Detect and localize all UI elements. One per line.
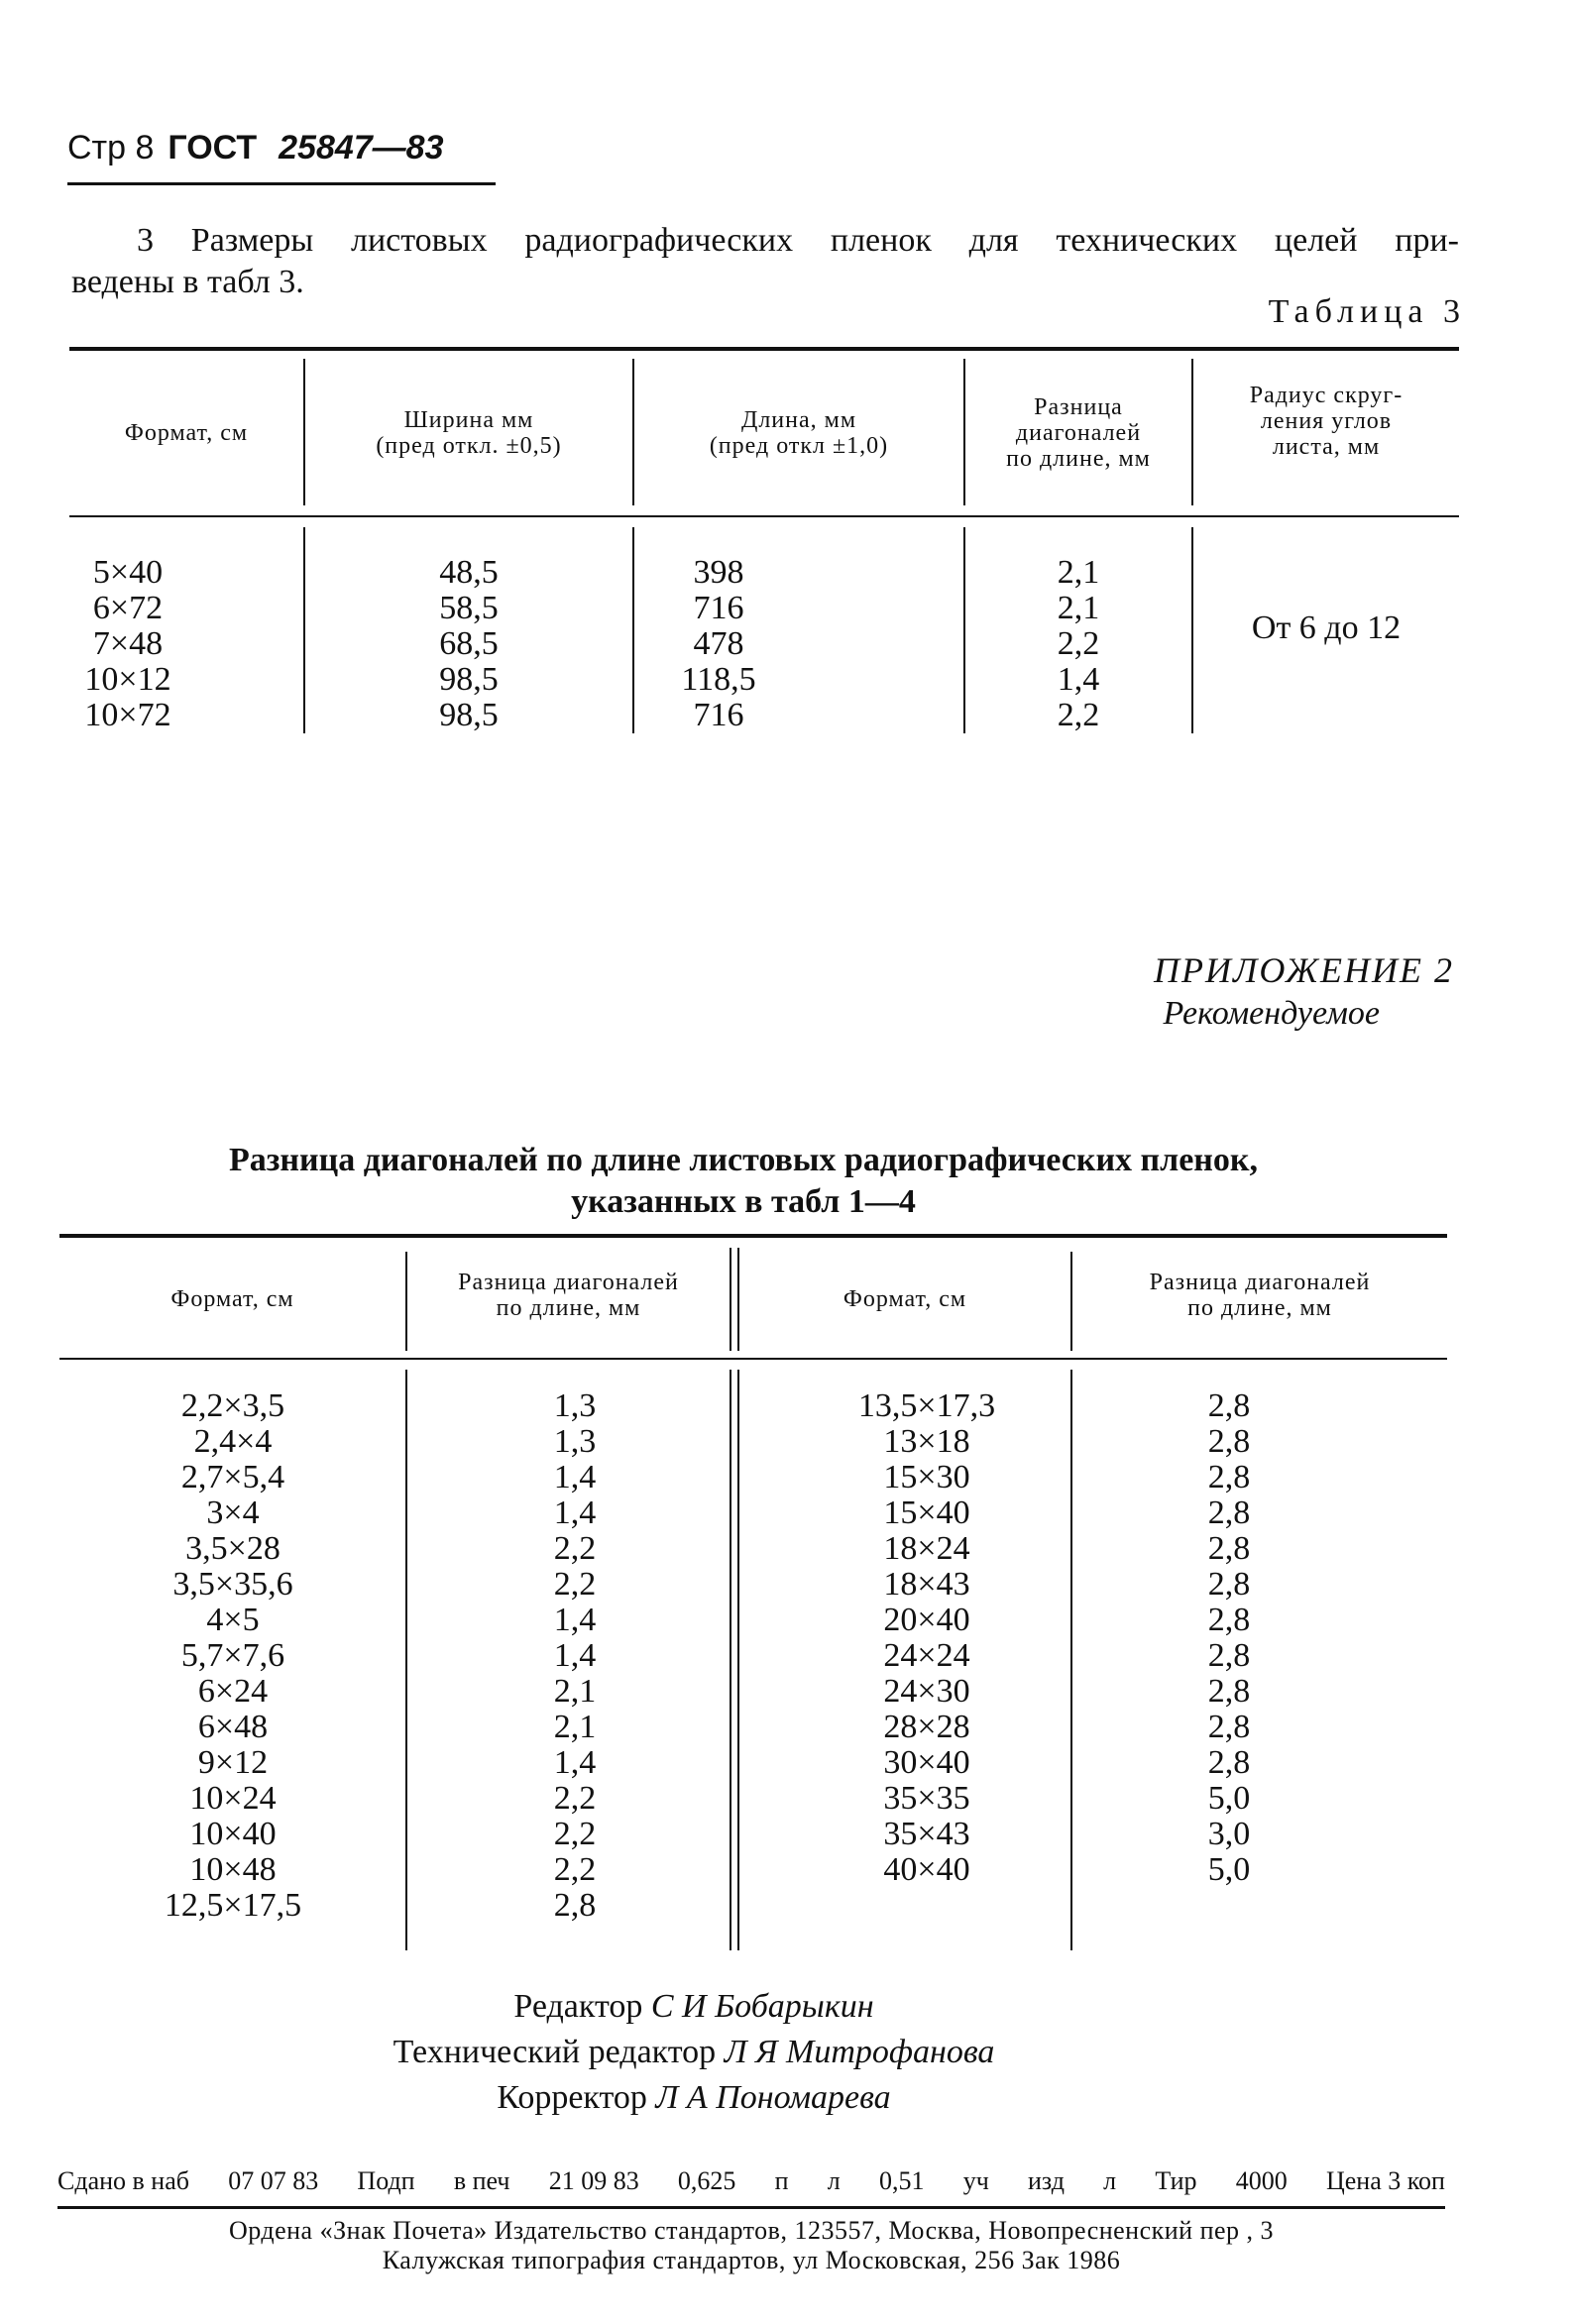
table-cell: 2,1 [1057,590,1100,626]
intro-line-2: ведены в табл 3. [71,264,304,300]
table-cell: 1,4 [553,1494,597,1531]
table-cell: 5,7×7,6 [180,1637,285,1674]
table-cell: 6×48 [197,1709,269,1745]
credit-line [198,2030,1189,2075]
table-cell: 9×12 [197,1744,269,1781]
table-cell: 1,3 [553,1387,597,1424]
table-cell: 398 [693,554,744,591]
table-cell: 58,5 [439,590,499,626]
print-info-item: Подп [357,2166,415,2195]
appendix-header-format-left: Формат, см [170,1286,294,1312]
appendix-table-divider [1070,1370,1072,1950]
print-info-item: 07 07 83 [228,2166,319,2195]
table-3-header-rule [69,515,1459,517]
table-cell: 2,2 [553,1816,597,1852]
print-info-item: 4000 [1235,2166,1288,2195]
table-3-header-radius-line: Радиус скруг- [1249,383,1404,408]
credit-name: Л Я Митрофанова [724,2034,995,2070]
table-cell: 1,4 [553,1459,597,1495]
print-info-item: Тир [1155,2166,1197,2195]
table-cell: 28×28 [883,1709,970,1745]
table-3-header-width-line: (пред откл. ±0,5) [376,433,562,459]
print-info-item: в печ [453,2166,510,2195]
table-cell: 15×30 [883,1459,970,1495]
table-cell: 2,2 [553,1851,597,1888]
credit-role: Редактор [513,1988,643,2025]
table-cell: 2,8 [1207,1423,1251,1460]
print-info-item: л [827,2166,841,2195]
table-cell: 1,3 [553,1423,597,1460]
appendix-col-format-right [813,1388,1041,1888]
appendix-col-format-left [119,1388,347,1924]
table-cell: 1,4 [553,1602,597,1638]
table-3-header-length-line: (пред откл ±1,0) [709,433,889,459]
table-cell: 12,5×17,5 [164,1887,302,1924]
credit-role: Корректор [497,2079,647,2116]
appendix-header-diff-left-line: по длине, мм [496,1295,641,1321]
table-cell: 98,5 [439,697,499,733]
table-3-header-diff-line: по длине, мм [1006,446,1151,472]
table-cell: 2,2 [553,1530,597,1567]
publisher-line-1: Ордена «Знак Почета» Издательство стандартов, 123557, Москва, Новопресненский пер , 3 [228,2216,1275,2245]
intro-line-1: 3 Размеры листовых радиографических пленок для технических целей при- [137,222,1459,259]
table-3-header-width-line: Ширина мм [403,407,534,433]
header-rule [67,182,496,185]
table-3 [69,347,1459,733]
credits [198,1984,1189,2121]
table-cell: 24×30 [883,1673,970,1710]
standard-number: 25847—83 [279,129,444,166]
table-cell: 10×72 [84,697,171,733]
print-info-item: изд [1028,2166,1065,2195]
appendix-header-diff-left-line: Разница диагоналей [458,1270,679,1295]
table-cell: 2,8 [1207,1673,1251,1710]
print-info-item: 0,625 [677,2166,736,2195]
table-cell: 13,5×17,3 [857,1387,996,1424]
table-cell: 24×24 [883,1637,970,1674]
appendix-header-format-right: Формат, см [843,1286,967,1312]
appendix-col-diff-right [1150,1388,1308,1888]
table-3-col-length [634,555,803,733]
table-cell: 98,5 [439,661,499,698]
credit-role: Технический редактор [393,2034,717,2070]
print-info-item: 21 09 83 [548,2166,639,2195]
table-cell: 2,8 [1207,1387,1251,1424]
table-3-header-diff-line: диагоналей [1015,420,1142,446]
table-cell: 3,5×28 [185,1530,281,1567]
print-info-item: л [1103,2166,1117,2195]
print-info-item: 0,51 [878,2166,925,2195]
table-3-header-length [634,355,963,511]
table-3-radius-value: От 6 до 12 [1251,609,1402,646]
table-cell: 2,8 [1207,1602,1251,1638]
table-cell: 2,8 [1207,1494,1251,1531]
table-cell: 2,2 [553,1566,597,1603]
table-cell: 2,8 [1207,1637,1251,1674]
table-3-header-diff-line: Разница [1034,394,1123,420]
appendix-table-title-line: указанных в табл 1—4 [571,1183,916,1220]
table-3-header-diff [965,355,1191,511]
table-cell: 68,5 [439,625,499,662]
publisher-line-2: Калужская типография стандартов, ул Московская, 256 Зак 1986 [382,2246,1121,2274]
table-cell: 3,0 [1207,1816,1251,1852]
table-3-header-radius [1193,347,1459,496]
appendix-title: ПРИЛОЖЕНИЕ 2 [1154,950,1454,990]
table-cell: 2,8 [1207,1530,1251,1567]
table-cell: 3,5×35,6 [172,1566,293,1603]
table-cell: 2,2 [1057,625,1100,662]
table-cell: 4×5 [206,1602,260,1638]
table-cell: 10×48 [189,1851,277,1888]
table-cell: 7×48 [92,625,164,662]
table-cell: 2,8 [1207,1744,1251,1781]
print-info-item: уч [962,2166,989,2195]
table-cell: 3×4 [206,1494,260,1531]
appendix-table-divider [730,1370,731,1950]
credit-name: С И Бобарыкин [650,1988,874,2025]
appendix-table-header-rule [59,1358,1447,1360]
appendix-header-diff-right [1072,1238,1447,1353]
standard-label: ГОСТ [168,129,258,166]
appendix-subtitle: Рекомендуемое [1163,995,1380,1032]
appendix-table-title-line: Разница диагоналей по длине листовых радиографических пленок, [229,1142,1258,1178]
table-cell: 5,0 [1207,1780,1251,1817]
table-3-header-radius-line: листа, мм [1272,434,1381,460]
appendix-table-title [59,1140,1427,1223]
table-cell: 20×40 [883,1602,970,1638]
table-cell: 10×24 [189,1780,277,1817]
table-3-header-format: Формат, см [124,420,249,446]
table-cell: 2,8 [1207,1709,1251,1745]
print-info-item: Цена 3 коп [1325,2166,1445,2195]
table-3-col-width [305,555,632,733]
table-cell: 35×43 [883,1816,970,1852]
table-cell: 2,1 [553,1673,597,1710]
table-cell: 15×40 [883,1494,970,1531]
page-label: Стр 8 [67,129,155,166]
table-cell: 5×40 [92,554,164,591]
credit-line [198,2075,1189,2121]
table-3-header-radius-line: ления углов [1260,408,1393,434]
table-cell: 118,5 [681,661,756,698]
table-cell: 1,4 [1057,661,1100,698]
table-cell: 13×18 [883,1423,970,1460]
table-cell: 2,8 [1207,1459,1251,1495]
table-3-caption: Таблица 3 [1268,293,1466,330]
print-info-item: Сдано в наб [57,2166,189,2195]
appendix-table-divider [737,1370,739,1950]
table-cell: 2,2 [553,1780,597,1817]
appendix-table-divider [405,1370,407,1950]
table-cell: 35×35 [883,1780,970,1817]
appendix-header-diff-right-line: по длине, мм [1187,1295,1332,1321]
table-cell: 48,5 [439,554,499,591]
credit-name: Л А Пономарева [655,2079,891,2116]
table-cell: 18×43 [883,1566,970,1603]
table-cell: 40×40 [883,1851,970,1888]
appendix-table [59,1234,1447,1957]
table-cell: 6×24 [197,1673,269,1710]
appendix-header-diff-left [407,1238,730,1353]
table-cell: 5,0 [1207,1851,1251,1888]
table-cell: 10×12 [84,661,171,698]
credit-line [198,1984,1189,2030]
table-3-header-width [305,355,632,511]
table-cell: 478 [693,625,744,662]
table-cell: 716 [693,590,744,626]
page-header [67,129,444,167]
table-3-header-length-line: Длина, мм [740,407,857,433]
table-cell: 2,7×5,4 [180,1459,285,1495]
table-cell: 2,2×3,5 [180,1387,285,1424]
table-cell: 2,1 [553,1709,597,1745]
table-cell: 716 [693,697,744,733]
table-cell: 2,1 [1057,554,1100,591]
table-3-col-format [69,555,186,733]
table-cell: 10×40 [189,1816,277,1852]
table-cell: 30×40 [883,1744,970,1781]
table-3-col-diff [965,555,1191,733]
table-cell: 1,4 [553,1744,597,1781]
table-cell: 2,8 [1207,1566,1251,1603]
table-cell: 2,2 [1057,697,1100,733]
print-info [57,2166,1445,2196]
footer-rule [57,2206,1445,2209]
appendix-table-divider [730,1248,731,1351]
intro-paragraph [71,220,1459,303]
table-cell: 2,8 [553,1887,597,1924]
appendix-col-diff-left [476,1388,674,1924]
table-cell: 2,4×4 [193,1423,273,1460]
print-info-item: п [774,2166,789,2195]
table-cell: 1,4 [553,1637,597,1674]
appendix-header-diff-right-line: Разница диагоналей [1149,1270,1371,1295]
table-cell: 18×24 [883,1530,970,1567]
table-cell: 6×72 [92,590,164,626]
publisher-info [57,2216,1445,2275]
